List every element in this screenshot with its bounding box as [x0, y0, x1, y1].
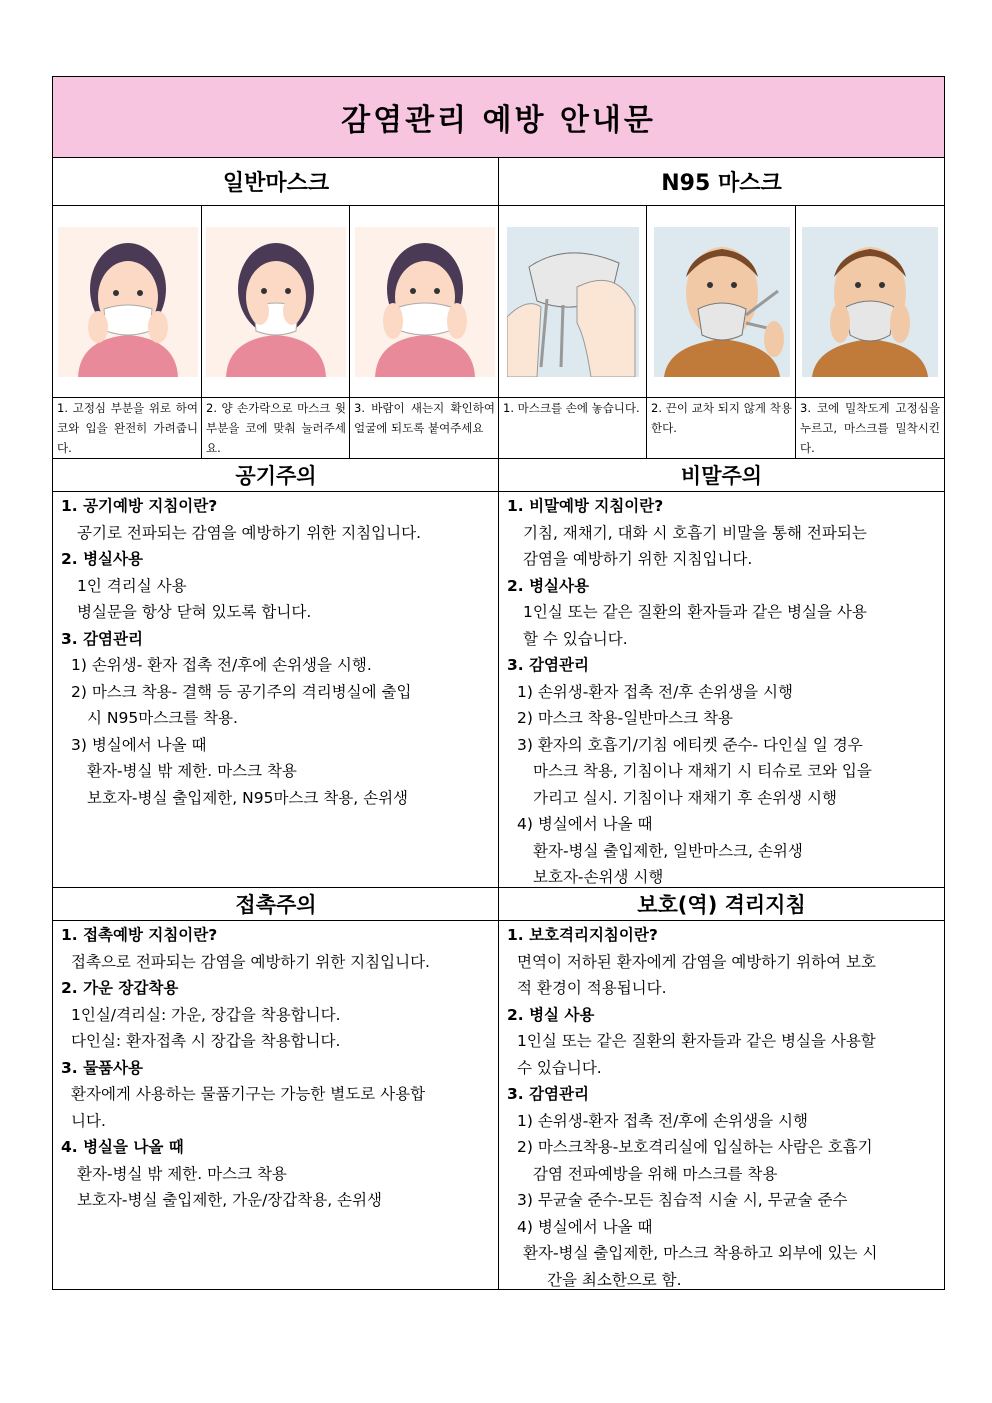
- notice-sheet: [52, 76, 945, 1290]
- row-divider: [53, 458, 944, 459]
- mask-step-image-1: [53, 206, 202, 397]
- contact-precaution-title: 접촉주의: [235, 893, 317, 917]
- contact-line: 2. 가운 장갑착용: [61, 979, 179, 997]
- man-n95-strap-icon: [654, 227, 790, 377]
- airborne-line: 환자-병실 밖 제한. 마스크 착용: [87, 762, 297, 780]
- n95-step-caption-3: 3. 코에 밀착도게 고정심을 누르고, 마스크를 밀착시킨다.: [800, 401, 940, 455]
- n95-mask-hands-icon: [507, 227, 639, 377]
- airborne-line: 2) 마스크 착용- 결핵 등 공기주의 격리병실에 출입: [71, 682, 412, 701]
- protective-line: 1인실 또는 같은 질환의 환자들과 같은 병실을 사용할: [517, 1032, 876, 1050]
- n95-step-caption-2: 2. 끈이 교차 되지 않게 착용한다.: [651, 401, 792, 435]
- row-divider: [53, 491, 944, 492]
- contact-line: 접촉으로 전파되는 감염을 예방하기 위한 지침입니다.: [71, 952, 430, 971]
- airborne-line: 보호자-병실 출입제한, N95마스크 착용, 손위생: [87, 788, 409, 807]
- protective-line: 1) 손위생-환자 접촉 전/후에 손위생을 시행: [517, 1111, 808, 1130]
- droplet-line: 기침, 재채기, 대화 시 호흡기 비말을 통해 전파되는: [523, 523, 867, 542]
- protective-line: 2. 병실 사용: [507, 1005, 595, 1024]
- n95-step-image-1: [499, 206, 647, 397]
- column-divider: [498, 158, 499, 1289]
- droplet-line: 마스크 착용, 기침이나 재채기 시 티슈로 코와 입을: [533, 762, 872, 780]
- n95-step-caption-1: 1. 마스크를 손에 놓습니다.: [503, 401, 640, 415]
- protective-line: 2) 마스크착용-보호격리실에 입실하는 사람은 호흡기: [517, 1138, 873, 1156]
- contact-line: 다인실: 환자접촉 시 장갑을 착용합니다.: [71, 1032, 341, 1050]
- protective-line: 환자-병실 출입제한, 마스크 착용하고 외부에 있는 시: [523, 1244, 878, 1262]
- row-divider: [53, 887, 944, 888]
- airborne-precaution-body: [53, 491, 499, 811]
- airborne-line: 3. 감염관리: [61, 629, 143, 648]
- contact-line: 3. 물품사용: [61, 1058, 143, 1077]
- row-divider: [53, 920, 944, 921]
- contact-line: 보호자-병실 출입제한, 가운/장갑착용, 손위생: [77, 1191, 382, 1209]
- protective-line: 간을 최소한으로 함.: [547, 1270, 682, 1289]
- protective-line: 1. 보호격리지침이란?: [507, 926, 658, 944]
- contact-line: 환자에게 사용하는 물품기구는 가능한 별도로 사용합: [71, 1085, 426, 1103]
- airborne-line: 1) 손위생- 환자 접촉 전/후에 손위생을 시행.: [71, 656, 372, 674]
- protective-line: 3) 무균술 준수-모든 침습적 시술 시, 무균술 준수: [517, 1191, 848, 1209]
- n95-step-image-2: [647, 206, 796, 397]
- contact-line: 환자-병실 밖 제한. 마스크 착용: [77, 1164, 287, 1183]
- protective-line: 감염 전파예방을 위해 마스크를 착용: [533, 1164, 778, 1183]
- airborne-line: 시 N95마스크를 착용.: [87, 709, 238, 727]
- contact-line: 1. 접촉예방 지침이란?: [61, 926, 218, 944]
- airborne-line: 병실문을 항상 닫혀 있도록 합니다.: [77, 603, 312, 621]
- airborne-line: 공기로 전파되는 감염을 예방하기 위한 지침입니다.: [77, 523, 421, 542]
- protective-line: 면역이 저하된 환자에게 감염을 예방하기 위하여 보호: [517, 952, 876, 971]
- protective-line: 수 있습니다.: [517, 1058, 602, 1077]
- protective-line: 4) 병실에서 나올 때: [517, 1217, 653, 1236]
- image-divider: [646, 206, 647, 458]
- droplet-line: 4) 병실에서 나올 때: [517, 815, 653, 833]
- mask-step-image-3: [350, 206, 499, 397]
- droplet-line: 보호자-손위생 시행: [533, 868, 664, 886]
- general-mask-header: 일반마스크: [53, 158, 499, 206]
- droplet-line: 할 수 있습니다.: [523, 629, 628, 648]
- protective-line: 적 환경이 적용됩니다.: [517, 979, 667, 997]
- airborne-line: 3) 병실에서 나올 때: [71, 735, 207, 754]
- woman-mask-icon: [355, 227, 495, 377]
- row-divider: [53, 397, 944, 398]
- droplet-line: 1인실 또는 같은 질환의 환자들과 같은 병실을 사용: [523, 603, 867, 621]
- droplet-line: 환자-병실 출입제한, 일반마스크, 손위생: [533, 841, 803, 860]
- page-title: 감염관리 예방 안내문: [53, 77, 944, 158]
- droplet-line: 감염을 예방하기 위한 지침입니다.: [523, 550, 753, 568]
- protective-line: 3. 감염관리: [507, 1085, 589, 1103]
- mask-step-caption-1: 1. 고정심 부분을 위로 하여 코와 입을 완전히 가려줍니다.: [57, 401, 198, 455]
- n95-step-image-3: [796, 206, 944, 397]
- protective-isolation-title: 보호(역) 격리지침: [637, 893, 806, 917]
- mask-step-caption-3: 3. 바람이 새는지 확인하여 얼굴에 되도록 붙여주세요: [354, 401, 495, 435]
- contact-precaution-body: [53, 920, 499, 1214]
- n95-mask-header: N95 마스크: [499, 158, 944, 206]
- mask-step-image-2: [202, 206, 350, 397]
- droplet-line: 2. 병실사용: [507, 576, 589, 595]
- airborne-precaution-title: 공기주의: [235, 464, 317, 488]
- woman-mask-icon: [58, 227, 198, 377]
- woman-mask-icon: [206, 227, 346, 377]
- mask-step-caption-2: 2. 양 손가락으로 마스크 윗부분을 코에 맞춰 눌러주세요.: [206, 401, 346, 455]
- droplet-precaution-title: 비말주의: [680, 464, 763, 488]
- droplet-line: 3) 환자의 호흡기/기침 에티켓 준수- 다인실 일 경우: [517, 735, 863, 754]
- image-divider: [201, 206, 202, 458]
- droplet-line: 가리고 실시. 기침이나 재채기 후 손위생 시행: [533, 788, 838, 807]
- droplet-line: 2) 마스크 착용-일반마스크 착용: [517, 709, 733, 727]
- contact-line: 니다.: [71, 1111, 106, 1130]
- droplet-line: 1) 손위생-환자 접촉 전/후 손위생을 시행: [517, 682, 793, 701]
- airborne-line: 2. 병실사용: [61, 550, 143, 568]
- contact-line: 1인실/격리실: 가운, 장갑을 착용합니다.: [71, 1005, 341, 1024]
- protective-isolation-body: [499, 920, 944, 1293]
- droplet-line: 3. 감염관리: [507, 656, 589, 674]
- contact-line: 4. 병실을 나올 때: [61, 1138, 184, 1156]
- droplet-line: 1. 비말예방 지침이란?: [507, 497, 664, 515]
- man-n95-press-icon: [802, 227, 938, 377]
- airborne-line: 1. 공기예방 지침이란?: [61, 497, 218, 515]
- droplet-precaution-body: [499, 491, 944, 891]
- airborne-line: 1인 격리실 사용: [77, 576, 187, 595]
- image-divider: [795, 206, 796, 458]
- image-divider: [349, 206, 350, 458]
